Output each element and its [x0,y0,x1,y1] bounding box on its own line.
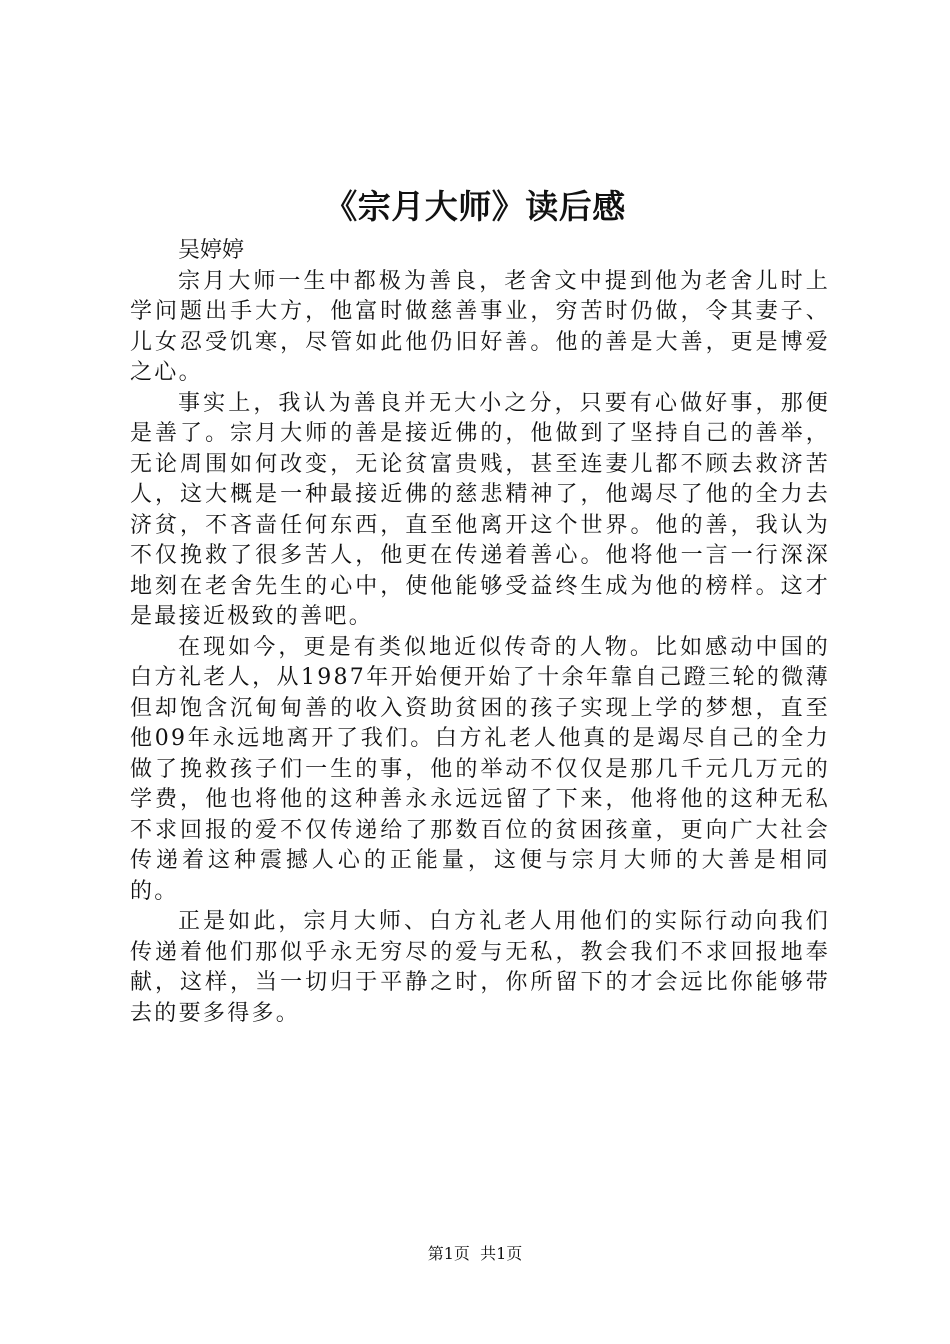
document-body [130,236,830,1029]
paragraph-3: 在现如今，更是有类似地近似传奇的人物。比如感动中国的白方礼老人，从1987年开始便开始了十余年靠自己蹬三轮的微薄但却饱含沉甸甸善的收入资助贫困的孩子实现上学的梦想，直至他09年永远地离开了我们。白方礼老人他真的是竭尽自己的全力做了挽救孩子们一生的事，他的举动不仅仅是那几千元几万元的学费，他也将他的这种善永永远远留了下来，他将他的这种无私不求回报的爱不仅传递给了那数百位的贫困孩童，更向广大社会传递着这种震撼人心的正能量，这便与宗月大师的大善是相同的。 [130,634,830,904]
paragraph-4: 正是如此，宗月大师、白方礼老人用他们的实际行动向我们传递着他们那似乎永无穷尽的爱与无私，教会我们不求回报地奉献，这样，当一切归于平静之时，你所留下的才会远比你能够带去的要多得多。 [130,909,830,1026]
paragraph-1: 宗月大师一生中都极为善良，老舍文中提到他为老舍儿时上学问题出手大方，他富时做慈善事业，穷苦时仍做，令其妻子、儿女忍受饥寒，尽管如此他仍旧好善。他的善是大善，更是博爱之心。 [130,268,830,385]
author-name: 吴婷婷 [178,238,245,263]
paragraph-2: 事实上，我认为善良并无大小之分，只要有心做好事，那便是善了。宗月大师的善是接近佛的，他做到了坚持自己的善举，无论周围如何改变，无论贫富贵贱，甚至连妻儿都不顾去救济苦人，这大概是一种最接近佛的慈悲精神了，他竭尽了他的全力去济贫，不吝啬任何东西，直至他离开这个世界。他的善，我认为不仅挽救了很多苦人，他更在传递着善心。他将他一言一行深深地刻在老舍先生的心中，使他能够受益终生成为他的榜样。这才是最接近极致的善吧。 [130,390,830,629]
page-title: 《宗月大师》读后感 [324,187,626,226]
page-number-footer: 第1页 共1页 [427,1244,523,1263]
